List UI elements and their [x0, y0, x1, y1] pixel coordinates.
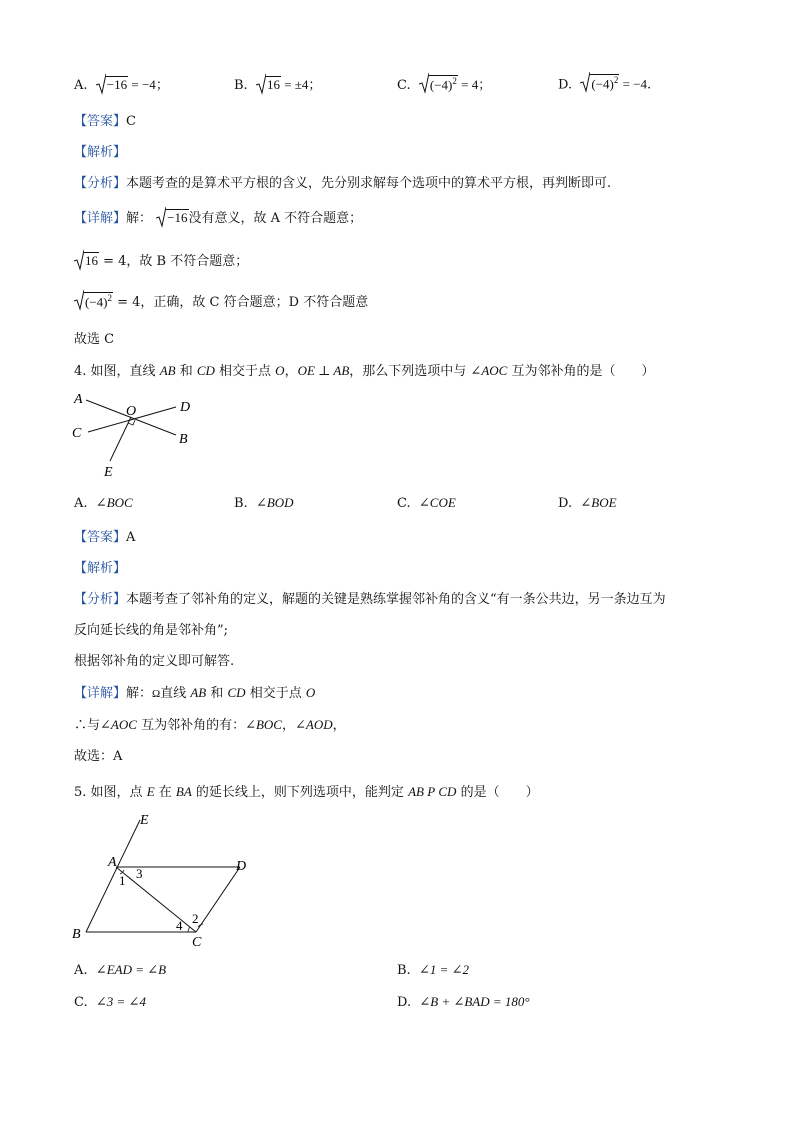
detail-text: 相交于点	[245, 686, 306, 701]
sqrt-expression	[580, 74, 619, 92]
q4-fenxi-line-2	[74, 619, 228, 638]
option-result: = −4	[128, 77, 156, 92]
fenxi-tag: 【分析】	[74, 592, 127, 607]
q4-detail-line-1	[74, 682, 315, 701]
exponent: 2	[452, 75, 457, 86]
q5-option-b	[397, 962, 469, 978]
detail-text: 和	[206, 686, 228, 701]
stem-text: 的是（ ）	[456, 785, 539, 800]
label-b: B	[72, 927, 81, 942]
analysis-tag: 【解析】	[74, 561, 127, 576]
option-label: C.	[74, 995, 88, 1010]
because-symbol: Ω	[152, 688, 161, 700]
exponent: 2	[107, 292, 112, 303]
line-ab: AB	[190, 685, 207, 700]
fenxi-text: 本题考查了邻补角的定义，解题的关键是熟练掌握邻补角的含义“有一条公共边，另一条边互为	[126, 592, 666, 607]
q4-fenxi-line-3	[74, 650, 234, 669]
q4-fenxi-line-1	[74, 588, 666, 607]
detail-text: 没有意义，故 A 不符合题意；	[188, 211, 363, 226]
option-text: ∠COE	[418, 495, 456, 510]
label-c: C	[72, 426, 82, 441]
label-angle-2: 2	[192, 911, 199, 926]
q3-answer	[74, 110, 136, 129]
segment-ac	[116, 867, 196, 932]
fenxi-text: 本题考查的是算术平方根的含义，先分别求解每个选项中的算术平方根，再判断即可.	[126, 176, 612, 191]
question-number: 4.	[74, 364, 91, 379]
q4-choose	[74, 745, 122, 764]
radicand: −16	[106, 77, 128, 92]
option-label: B.	[234, 496, 248, 511]
q5-option-d	[397, 994, 530, 1010]
label-e: E	[140, 813, 149, 828]
detail-text: 解：	[126, 686, 153, 701]
stem-text: 的延长线上，则下列选项中，能判定	[191, 785, 409, 800]
radical-sign-icon	[74, 289, 84, 311]
option-label: B.	[234, 78, 248, 93]
radical-sign-icon	[156, 206, 166, 228]
sqrt-expression	[96, 76, 128, 93]
option-text: ∠BOE	[580, 495, 617, 510]
q4-option-a	[74, 495, 133, 511]
q3-choose	[74, 328, 114, 347]
q3-option-a	[74, 74, 169, 93]
q3-detail-line-2	[74, 250, 248, 269]
option-text: ∠EAD = ∠B	[95, 962, 167, 977]
label-angle-3: 3	[136, 866, 143, 881]
q3-option-c	[397, 74, 491, 93]
radicand: 16	[266, 77, 280, 92]
label-angle-1: 1	[119, 873, 126, 888]
q5-option-c	[74, 994, 146, 1010]
radicand: −16	[167, 210, 188, 225]
option-label: B.	[397, 963, 411, 978]
answer-value: A	[126, 530, 136, 545]
choose-text: 故选 C	[74, 332, 115, 347]
q3-fenxi	[74, 172, 611, 191]
q4-option-d	[558, 495, 617, 511]
angle-arc-4	[188, 927, 190, 932]
q3-analysis-heading	[74, 141, 126, 160]
line-cd: CD	[196, 363, 215, 378]
point-e: E	[146, 784, 155, 799]
q4-stem	[74, 360, 654, 379]
angle-aoc: ∠AOC	[470, 363, 508, 378]
label-d: D	[236, 859, 247, 874]
q3-option-b	[234, 74, 321, 93]
answer-value: C	[126, 114, 136, 129]
punct: ；	[308, 78, 322, 93]
line-eb	[86, 820, 140, 932]
option-label: A.	[74, 963, 88, 978]
q5-stem	[74, 781, 539, 800]
radicand: (−4)	[591, 76, 614, 92]
fenxi-text: 反向延长线的角是邻补角”;	[74, 623, 229, 638]
label-c: C	[192, 935, 202, 950]
point-o: O	[275, 363, 285, 378]
option-result: = 4	[457, 77, 479, 92]
punct: ；	[478, 78, 492, 93]
radicand: 16	[85, 253, 98, 268]
question-number: 5.	[74, 785, 91, 800]
sqrt-expression	[419, 75, 458, 93]
radical-sign-icon	[419, 72, 429, 94]
detail-text: = 4，故 B 不符合题意；	[99, 254, 249, 269]
detail-text: = 4，正确，故 C 符合题意；D 不符合题意	[113, 295, 369, 310]
ray-oe	[110, 417, 131, 461]
detail-tag: 【详解】	[74, 211, 127, 226]
option-text: ∠BOC	[95, 495, 133, 510]
q4-option-b	[234, 495, 294, 511]
stem-text: 在	[154, 785, 176, 800]
option-label: C.	[397, 496, 411, 511]
q4-answer	[74, 526, 135, 545]
segment-dc	[196, 867, 240, 932]
angle-aoc: ∠AOC	[100, 717, 137, 732]
detail-tag: 【详解】	[74, 686, 127, 701]
q4-analysis-heading	[74, 557, 126, 576]
parallel-relation: AB Ρ CD	[408, 784, 457, 799]
stem-text: 如图，直线	[90, 364, 160, 379]
angle-boc: ∠BOC	[245, 717, 282, 732]
label-b: B	[179, 432, 188, 447]
detail-text: ，	[332, 718, 346, 733]
option-result: = ±4	[280, 77, 309, 92]
radical-sign-icon	[96, 73, 106, 95]
fenxi-tag: 【分析】	[74, 176, 127, 191]
choose-text: 故选：A	[74, 749, 123, 764]
q4-option-c	[397, 495, 456, 511]
punct: .	[647, 77, 652, 93]
option-text: ∠1 = ∠2	[418, 962, 470, 977]
sqrt-expression	[156, 209, 188, 226]
option-result: = −4	[619, 76, 648, 92]
detail-prefix: 解：	[126, 211, 153, 226]
analysis-tag: 【解析】	[74, 145, 127, 160]
option-label: A.	[74, 78, 88, 93]
q3-detail-line-1	[74, 207, 362, 226]
q5-figure	[66, 810, 266, 952]
therefore-symbol: ∴	[74, 718, 88, 733]
detail-text: 直线	[160, 686, 191, 701]
radical-sign-icon	[256, 73, 266, 95]
sqrt-expression	[256, 76, 281, 93]
label-e: E	[104, 465, 113, 480]
q3-detail-line-3	[74, 291, 368, 310]
option-label: C.	[397, 78, 411, 93]
option-text: ∠BOD	[255, 495, 294, 510]
detail-text: 互为邻补角的有：	[136, 718, 246, 733]
radicand: (−4)	[85, 294, 108, 309]
punct: ；	[155, 78, 169, 93]
label-a: A	[108, 855, 117, 870]
option-label: D.	[558, 77, 573, 93]
sqrt-expression	[74, 292, 113, 310]
radicand: (−4)	[429, 77, 453, 92]
q5-option-a	[74, 962, 166, 978]
sqrt-expression	[74, 252, 99, 269]
line-cd: CD	[227, 685, 246, 700]
q4-figure	[66, 385, 206, 485]
exponent: 2	[613, 75, 619, 85]
option-text: ∠3 = ∠4	[95, 994, 146, 1009]
line-ba: BA	[175, 784, 192, 799]
stem-text: ，	[284, 364, 298, 379]
angle-aod: ∠AOD	[295, 717, 333, 732]
stem-text: 互为邻补角的是（ ）	[507, 364, 655, 379]
q3-option-d	[558, 74, 651, 92]
option-label: D.	[397, 995, 412, 1010]
stem-text: 如图，点	[90, 785, 147, 800]
detail-text: 与	[87, 718, 101, 733]
detail-text: ，	[281, 718, 295, 733]
radical-sign-icon	[74, 249, 84, 271]
answer-tag: 【答案】	[74, 114, 127, 129]
perp-relation: OE ⊥ AB	[297, 363, 350, 378]
label-d: D	[180, 400, 191, 415]
answer-tag: 【答案】	[74, 530, 127, 545]
label-o: O	[126, 404, 137, 419]
q4-detail-line-2	[74, 714, 346, 733]
point-o: O	[305, 685, 316, 700]
stem-text: 相交于点	[214, 364, 276, 379]
label-a: A	[74, 392, 83, 407]
label-angle-4: 4	[176, 918, 183, 933]
line-ab: AB	[159, 363, 176, 378]
option-label: A.	[74, 496, 88, 511]
option-label: D.	[558, 496, 573, 511]
stem-text: ，那么下列选项中与	[349, 364, 471, 379]
radical-sign-icon	[580, 71, 590, 93]
option-text: ∠B + ∠BAD = 180°	[419, 994, 530, 1009]
fenxi-text: 根据邻补角的定义即可解答.	[74, 654, 235, 669]
stem-text: 和	[175, 364, 197, 379]
